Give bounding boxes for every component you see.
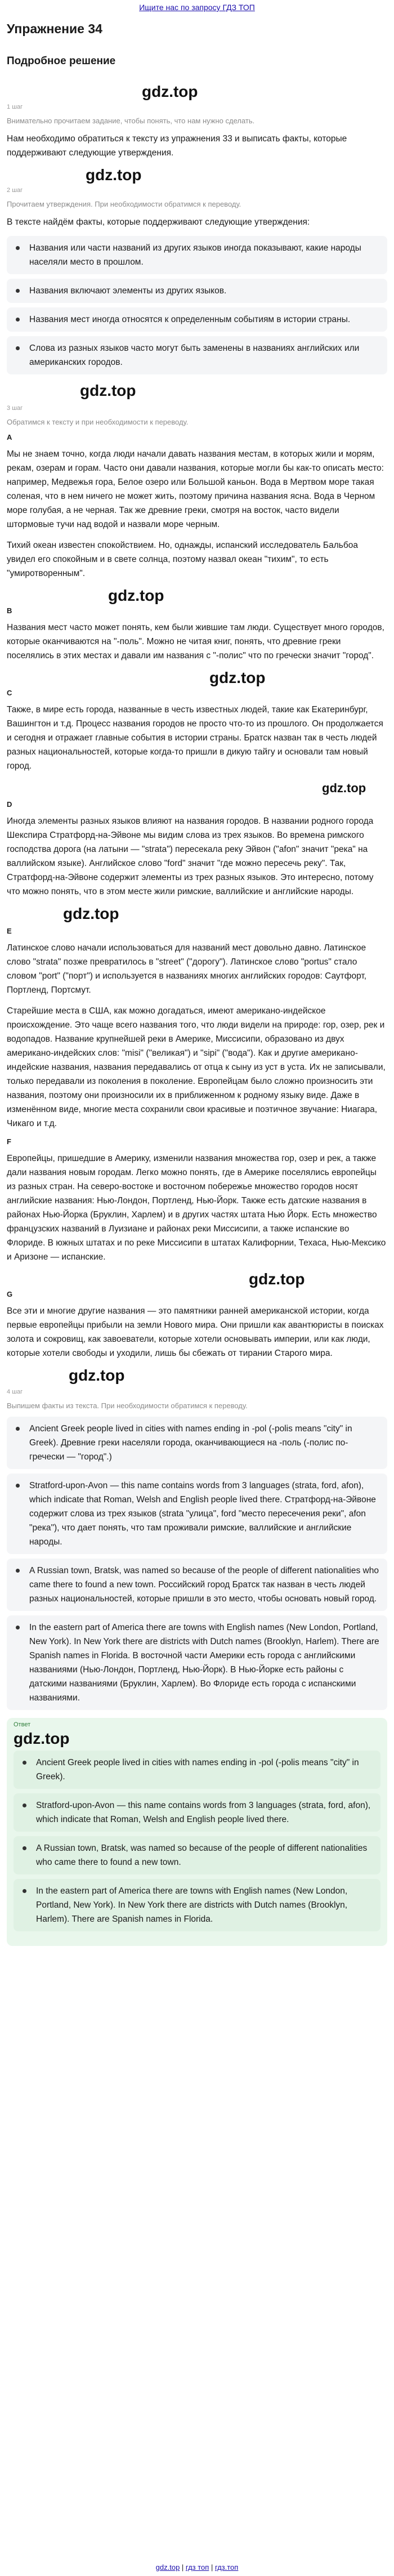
top-search-link[interactable]: Ищите нас по запросу ГДЗ ТОП <box>139 3 255 12</box>
watermark: gdz.top <box>69 1367 125 1384</box>
step-label: 3 шаг <box>7 405 23 412</box>
content <box>7 20 387 1946</box>
step-hint: Внимательно прочитаем задание, чтобы понять, что нам нужно сделать. <box>7 117 255 125</box>
watermark: gdz.top <box>14 1730 70 1747</box>
footer-link[interactable]: гдз.топ <box>214 2563 239 2571</box>
bullet-icon <box>23 1803 26 1807</box>
bullet-icon <box>16 1569 20 1573</box>
list-item: A Russian town, Bratsk, was named so because of the people of different nationalities who came there to found a new town. <box>14 1836 380 1874</box>
list-item: Названия включают элементы из других языков. <box>7 279 387 303</box>
list-item: Названия или части названий из других языков иногда показывают, какие народы населяли место в прошлом. <box>7 236 387 274</box>
section-paragraph: Названия мест часто может понять, кем были жившие там люди. Существует много городов, которые оканчиваются на "-поль". Можно не читая книг, понять, что древние греки поселялись в этих местах и давали им названия с "-полис" что по гречески значит "город". <box>7 623 384 660</box>
solution-subtitle: Подробное решение <box>7 55 116 67</box>
bullet-icon <box>16 289 20 293</box>
footer-link[interactable]: гдз топ <box>185 2563 209 2571</box>
list-item: A Russian town, Bratsk, was named so because of the people of different nationalities who came there to found a new town. Российский город Братск так назван в честь людей разных национальностей, которые пришли в это место, чтобы основать новый город. <box>7 1559 387 1611</box>
section-letter: C <box>7 689 12 697</box>
answer-block <box>7 1718 387 1946</box>
list-item: Ancient Greek people lived in cities with names ending in -pol (-polis means "city" in Greek). Древние греки населяли города, оканчивающиеся на -поль (-полис по-гречески — "город".) <box>7 1417 387 1469</box>
answer-list <box>14 1751 380 1931</box>
section-letter: E <box>7 927 12 935</box>
watermark: gdz.top <box>80 382 136 399</box>
section-paragraph: Европейцы, пришедшие в Америку, изменили названия множества гор, озер и рек, а также дали названия новым городам. Легко можно понять, где в Америке поселялись европейцы из разных стран. На северо-востоке и восточном побережье множество городов носят английские названия: Нью-Лондон, Портленд, Нью-Йорк. Также есть датские названия в районах Нью-Йорка (Бруклин, Харлем) и в других частях штата Нью Йорк. Есть множество французских названий в Луизиане и районах реки Миссисипи, а также испанские во Флориде. В южных штатах и по реке Миссисипи в штатах Калифорнии, Техаса, Нью-Мексико и Аризоне — испанские. <box>7 1154 386 1262</box>
step-text: В тексте найдём факты, которые поддерживают следующие утверждения: <box>7 217 310 227</box>
watermark: gdz.top <box>322 781 366 795</box>
statement-list <box>7 236 387 374</box>
page-title: Упражнение 34 <box>7 21 102 36</box>
bullet-icon <box>16 246 20 250</box>
bullet-icon <box>16 1626 20 1629</box>
watermark: gdz.top <box>249 1270 305 1288</box>
bullet-icon <box>23 1761 26 1765</box>
section-letter: B <box>7 606 12 615</box>
bullet-icon <box>16 1427 20 1431</box>
section-paragraph: Старейшие места в США, как можно догадаться, имеют американо-индейское происхождение. Это чаще всего названия того, что люди видели на природе: гор, озер, рек и водопадов. Название крупнейшей реки в Америке, Миссисипи, образовано из двух американо-индейских слов: "misi" ("великая") и "sipi" ("вода"). Как и другие американо-индейские названия, названия передавались от отца к сыну из уст в уста. Их не записывали, только передавали из поколения в поколение. Европейцам было сложно произносить эти названия, поэтому они произносили их в приближенном к родному языку виде. Даже в изменённом виде, многие места сохранили свои красивые и поэтичное звучание: Ниагара, Чикаго и т.д. <box>7 1006 386 1128</box>
watermark: gdz.top <box>108 587 164 604</box>
section-paragraph: Все эти и многие другие названия — это памятники ранней американской истории, когда первые европейцы прибыли на земли Нового мира. Они пришли как авантюристы в поисках золота и сокровищ, как завоеватели, которые хотели основывать империи, или как люди, которые хотели свободы и уходили, лишь бы сбежать от тирании Старого мира. <box>7 1306 384 1358</box>
facts-list <box>7 1417 387 1710</box>
step-label: 1 шаг <box>7 104 23 110</box>
top-banner <box>0 0 394 15</box>
step-text: Нам необходимо обратиться к тексту из упражнения 33 и выписать факты, которые поддерживают следующие утверждения. <box>7 134 347 158</box>
section-letter: F <box>7 1137 11 1146</box>
bullet-icon <box>16 318 20 322</box>
watermark: gdz.top <box>142 83 198 100</box>
section-paragraph: Мы не знаем точно, когда люди начали давать названия местам, в которых жили и морям, рекам, озерам и горам. Часто они давали названия, которые могли бы как-то описать место: например, Медвежья гора, Белое озеро или Большой каньон. Вода в Мертвом море такая соленая, что в нем ничего не может жить, поэтому причина названия ясна. Вода в Черном море голубая, а не черная. Так же древние греки, смотря на восток, часто видели штормовые тучи над водой и назвали море черным. <box>7 449 384 529</box>
list-item: Stratford-upon-Avon — this name contains words from 3 languages (strata, ford, afon), which indicate that Roman, Welsh and English people lived there. Стратфорд-на-Эйвоне содержит слова из трех языков (strata "улица", ford "место пересечения реки", afon "река"), что дает понять, что там проживали римские, валлийские и английские народы. <box>7 1474 387 1554</box>
watermark: gdz.top <box>63 905 119 922</box>
section-letter: D <box>7 800 12 809</box>
section-paragraph: Тихий океан известен спокойствием. Но, однажды, испанский исследователь Бальбоа увидел его спокойным и в свете солнца, поэтому назвал океан "тихим", то есть "умиротворенным". <box>7 541 358 578</box>
list-item: Названия мест иногда относятся к определенным событиям в истории страны. <box>7 307 387 332</box>
list-item: Слова из разных языков часто могут быть заменены в названиях английских или американских городов. <box>7 336 387 374</box>
step-hint: Выпишем факты из текста. При необходимости обратимся к переводу. <box>7 1401 248 1410</box>
step-hint: Обратимся к тексту и при необходимости к переводу. <box>7 418 189 426</box>
bullet-icon <box>16 346 20 350</box>
section-paragraph: Также, в мире есть города, названные в честь известных людей, такие как Екатеринбург, Вашингтон и т.д. Процесс названия городов не просто что-то из прошлого. Он продолжается и сегодня и отражает главные события в истории страны. Братск назван так в честь людей разных национальностей, которые когда-то пришли в дикую тайгу и основали там новый город. <box>7 705 383 771</box>
section-letter: A <box>7 433 12 441</box>
step-label: 2 шаг <box>7 187 23 194</box>
list-item: In the eastern part of America there are towns with English names (New London, Portland, New York). In New York there are districts with Dutch names (Brooklyn, Harlem). There are Spanish names in Florida. <box>14 1879 380 1931</box>
step-label: 4 шаг <box>7 1389 23 1395</box>
list-item: Ancient Greek people lived in cities with names ending in -pol (-polis means "city" in Greek). <box>14 1751 380 1789</box>
list-item: In the eastern part of America there are towns with English names (New London, Portland, New York). In New York there are districts with Dutch names (Brooklyn, Harlem). There are Spanish names in Florida. В восточной части Америки есть города с английскими названиями (Нью-Лондон, Портленд, Нью-Йорк). В Нью-Йорке есть районы с датскими названиями (Бруклин, Харлем). Во Флориде есть города с испанскими названиями. <box>7 1615 387 1710</box>
bullet-icon <box>16 1484 20 1488</box>
footer-links: gdz.top | гдз топ | гдз.топ <box>155 2563 239 2571</box>
bullet-icon <box>23 1889 26 1893</box>
watermark: gdz.top <box>209 669 266 686</box>
step-hint: Прочитаем утверждения. При необходимости обратимся к переводу. <box>7 200 241 208</box>
bullet-icon <box>23 1846 26 1850</box>
answer-label: Ответ <box>14 1721 31 1728</box>
section-letter: G <box>7 1290 13 1298</box>
list-item: Stratford-upon-Avon — this name contains words from 3 languages (strata, ford, afon), which indicate that Roman, Welsh and English people lived there. <box>14 1793 380 1832</box>
section-paragraph: Иногда элементы разных языков влияют на названия городов. В названии родного города Шекспира Стратфорд-на-Эйвоне мы видим слова из трех языков. Во времена римского господства дорога (на латыни — "strata") пересекала реку Эйвон ("afon" значит "река" на валлийском языке). Английское слово "ford" значит "где можно пересечь реку". Так, Стратфорд-на-Эйвоне содержит элементы из трех разных языков. Это интересно, потому что можно понять, что в этом месте жили римские, валлийские и английские народы. <box>7 816 374 896</box>
watermark: gdz.top <box>86 166 142 184</box>
section-paragraph: Латинское слово начали использоваться для названий мест довольно давно. Латинское слово "strata" позже превратилось в "street" ("дорогу"). Латинское слово "portus" стало словом "port" ("порт") и используется в названиях многих английских городов: Саутфорт, Портленд, Портсмут. <box>7 943 367 995</box>
footer-link[interactable]: gdz.top <box>155 2563 180 2571</box>
